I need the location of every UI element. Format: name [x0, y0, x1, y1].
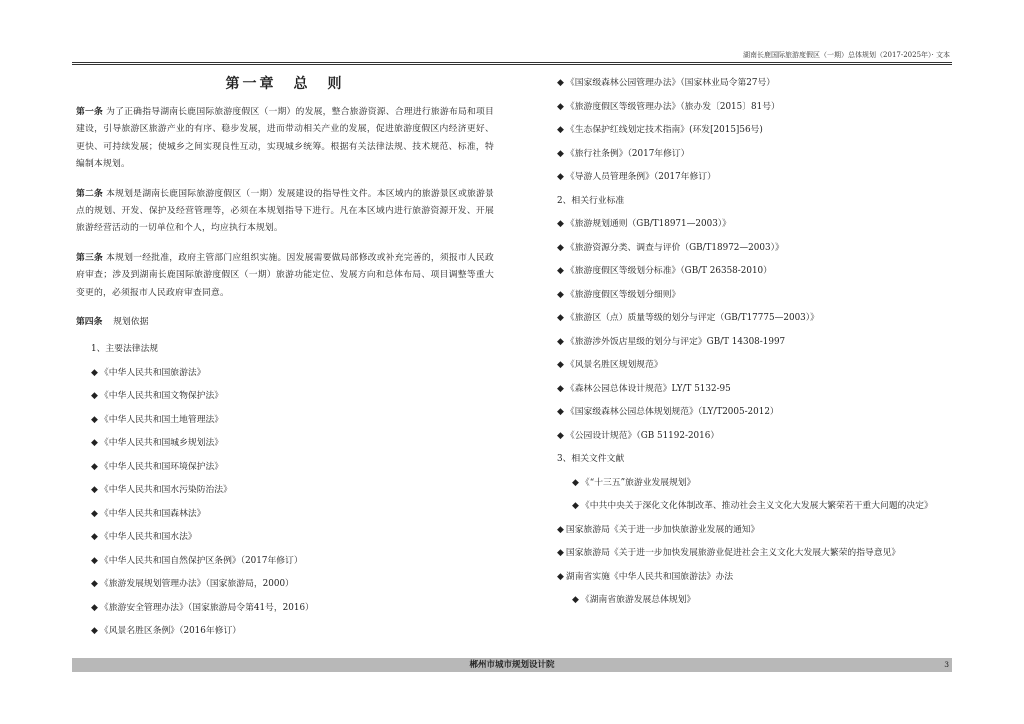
- diamond-bullet-icon: ◆: [557, 313, 564, 323]
- diamond-bullet-icon: ◆: [557, 242, 564, 253]
- list-item-text: 《风景名胜区条例》（2016年修订）: [99, 626, 242, 637]
- law-item: [76, 550, 494, 574]
- law-item: [76, 432, 494, 456]
- article-2-label: 第二条: [76, 188, 104, 199]
- law-item: [76, 409, 494, 433]
- article-3: [76, 250, 494, 302]
- footer-bar: [72, 658, 952, 672]
- list-item-text: 国家旅游局《关于进一步加快旅游业发展的通知》: [565, 524, 760, 535]
- list-item-text: 《中华人民共和国水法》: [99, 532, 197, 543]
- header-rule: [72, 62, 952, 63]
- list-item-text: 《中华人民共和国城乡规划法》: [99, 438, 224, 449]
- article-1: [76, 104, 494, 174]
- right-column: [557, 72, 952, 613]
- article-3-label: 第三条: [76, 252, 104, 263]
- law-item: [557, 166, 952, 190]
- document-item: [557, 495, 952, 519]
- list-item-text: 《国家级森林公园总体规划规范》（LY/T2005-2012）: [565, 407, 779, 417]
- header-rule-secondary: [72, 64, 952, 65]
- diamond-bullet-icon: ◆: [557, 407, 564, 417]
- list-item-text: 湖南省实施《中华人民共和国旅游法》办法: [565, 571, 734, 582]
- law-item: [76, 503, 494, 527]
- law-item: [76, 362, 494, 386]
- diamond-bullet-icon: ◆: [557, 172, 564, 182]
- section-heading-laws: 1、主要法律法规: [91, 344, 159, 355]
- article-4: [76, 314, 494, 330]
- standard-item: [557, 401, 952, 425]
- list-item-text: 《中华人民共和国森林法》: [99, 508, 206, 519]
- standards-list: [557, 213, 952, 448]
- standard-item: [557, 425, 952, 449]
- article-4-label: 第四条: [76, 317, 103, 328]
- chapter-title: 第一章 总 则: [225, 76, 345, 92]
- standard-item: [557, 284, 952, 308]
- law-item: [76, 597, 494, 621]
- law-item: [76, 456, 494, 480]
- diamond-bullet-icon: ◆: [557, 289, 564, 300]
- laws-list-left: [76, 362, 494, 644]
- list-item-text: 《旅游度假区等级管理办法》（旅办发〔2015〕81号）: [565, 101, 780, 112]
- diamond-bullet-icon: ◆: [557, 548, 564, 558]
- document-item: [557, 472, 952, 496]
- list-item-text: 《湖南省旅游发展总体规划》: [580, 595, 696, 605]
- list-item-text: 《中华人民共和国文物保护法》: [99, 391, 224, 402]
- document-item: [557, 566, 952, 590]
- diamond-bullet-icon: ◆: [91, 414, 98, 425]
- section-heading-documents: 3、相关文件文献: [557, 454, 625, 464]
- standard-item: [557, 260, 952, 284]
- list-item-text: 《旅游发展规划管理办法》（国家旅游局，2000）: [99, 579, 294, 590]
- diamond-bullet-icon: ◆: [572, 501, 579, 511]
- diamond-bullet-icon: ◆: [557, 571, 564, 582]
- standard-item: [557, 354, 952, 378]
- list-item-text: 《森林公园总体设计规范》LY/T 5132-95: [565, 383, 731, 394]
- diamond-bullet-icon: ◆: [91, 555, 98, 566]
- document-item: [557, 519, 952, 543]
- list-item-text: 《旅游度假区等级划分细则》: [565, 289, 681, 300]
- standard-item: [557, 331, 952, 355]
- law-item: [76, 620, 494, 644]
- list-item-text: 《中华人民共和国水污染防治法》: [99, 485, 232, 496]
- law-item: [76, 479, 494, 503]
- article-3-text: 本规划一经批准，政府主管部门应组织实施。因发展需要做局部修改或补充完善的，须报市人民政府审查；涉及到湖南长鹿国际旅游度假区（一期）旅游功能定位、发展方向和总体布局、项目调整等重大变更的，必须报市人民政府审查同意。: [76, 252, 495, 298]
- law-item: [557, 143, 952, 167]
- diamond-bullet-icon: ◆: [557, 383, 564, 394]
- list-item-text: 《旅游资源分类、调查与评价（GB/T18972—2003）》: [565, 242, 784, 253]
- list-item-text: 《国家级森林公园管理办法》（国家林业局令第27号）: [565, 78, 776, 88]
- left-column: [76, 72, 494, 644]
- list-item-text: 《中华人民共和国土地管理法》: [99, 414, 224, 425]
- section-heading-standards: 2、相关行业标准: [557, 195, 625, 206]
- standard-item: [557, 213, 952, 237]
- diamond-bullet-icon: ◆: [557, 78, 564, 88]
- article-4-text: 规划依据: [113, 317, 149, 328]
- diamond-bullet-icon: ◆: [91, 602, 98, 613]
- article-2: [76, 186, 494, 238]
- list-item-text: 《旅游涉外饭店星级的划分与评定》GB/T 14308-1997: [565, 336, 786, 347]
- article-1-label: 第一条: [76, 107, 104, 117]
- diamond-bullet-icon: ◆: [91, 626, 98, 637]
- document-item: [557, 542, 952, 566]
- footer-organization: 郴州市城市规划设计院: [469, 660, 555, 670]
- diamond-bullet-icon: ◆: [572, 595, 579, 605]
- diamond-bullet-icon: ◆: [557, 360, 564, 370]
- list-item-text: 《旅游规划通则（GB/T18971—2003）》: [565, 219, 731, 229]
- diamond-bullet-icon: ◆: [91, 532, 98, 543]
- diamond-bullet-icon: ◆: [572, 477, 579, 488]
- law-item: [76, 573, 494, 597]
- list-item-text: 《旅游区（点）质量等级的划分与评定（GB/T17775—2003）》: [565, 313, 819, 323]
- diamond-bullet-icon: ◆: [91, 391, 98, 402]
- standard-item: [557, 378, 952, 402]
- law-item: [557, 119, 952, 143]
- list-item-text: 《导游人员管理条例》（2017年修订）: [565, 172, 716, 182]
- law-item: [76, 526, 494, 550]
- header-title: 湖南长鹿国际旅游度假区（一期）总体规划（2017-2025年）· 文本: [743, 51, 950, 59]
- diamond-bullet-icon: ◆: [557, 148, 564, 159]
- diamond-bullet-icon: ◆: [91, 579, 98, 590]
- standard-item: [557, 237, 952, 261]
- diamond-bullet-icon: ◆: [91, 485, 98, 496]
- diamond-bullet-icon: ◆: [557, 524, 564, 535]
- diamond-bullet-icon: ◆: [91, 438, 98, 449]
- standard-item: [557, 307, 952, 331]
- law-item: [557, 72, 952, 96]
- law-item: [76, 385, 494, 409]
- article-1-text: 为了正确指导湖南长鹿国际旅游度假区（一期）的发展，整合旅游资源、合理进行旅游布局和项目建设，引导旅游区旅游产业的有序、稳步发展，进而带动相关产业的发展，促进旅游度假区内经济更好、更快、可持续发展；使城乡之间实现良性互动，实现城乡统筹。根据有关法律法规、技术规范、标准，特编制本规划。: [76, 107, 495, 170]
- law-item: [557, 96, 952, 120]
- diamond-bullet-icon: ◆: [91, 508, 98, 519]
- list-item-text: 《旅游度假区等级划分标准》（GB/T 26358-2010）: [565, 266, 772, 276]
- diamond-bullet-icon: ◆: [557, 266, 564, 276]
- documents-list: [557, 472, 952, 613]
- diamond-bullet-icon: ◆: [557, 101, 564, 112]
- list-item-text: 《公园设计规范》（GB 51192-2016）: [565, 430, 720, 441]
- page-number: 3: [944, 660, 949, 669]
- article-2-text: 本规划是湖南长鹿国际旅游度假区（一期）发展建设的指导性文件。本区域内的旅游景区或旅游景点的规划、开发、保护及经营管理等，必须在本规划指导下进行。凡在本区域内进行旅游资源开发、开展旅游经营活动的一切单位和个人，均应执行本规划。: [76, 188, 495, 234]
- list-item-text: 《中华人民共和国环境保护法》: [99, 461, 224, 472]
- diamond-bullet-icon: ◆: [557, 430, 564, 441]
- list-item-text: 《旅游安全管理办法》（国家旅游局令第41号，2016）: [99, 602, 314, 613]
- list-item-text: 《旅行社条例》（2017年修订）: [565, 148, 690, 159]
- document-item: [557, 589, 952, 613]
- list-item-text: 《生态保护红线划定技术指南》(环发[2015]56号): [565, 125, 763, 135]
- diamond-bullet-icon: ◆: [557, 219, 564, 229]
- list-item-text: 《中共中央关于深化文化体制改革、推动社会主义文化大发展大繁荣若干重大问题的决定》: [580, 501, 933, 511]
- list-item-text: 《中华人民共和国自然保护区条例》（2017年修订）: [99, 555, 303, 566]
- list-item-text: 《“十三五”旅游业发展规划》: [580, 477, 696, 488]
- diamond-bullet-icon: ◆: [557, 336, 564, 347]
- list-item-text: 《风景名胜区规划规范》: [565, 360, 663, 370]
- diamond-bullet-icon: ◆: [91, 367, 98, 378]
- diamond-bullet-icon: ◆: [91, 461, 98, 472]
- laws-list-right: [557, 72, 952, 190]
- diamond-bullet-icon: ◆: [557, 125, 564, 135]
- list-item-text: 国家旅游局《关于进一步加快发展旅游业促进社会主义文化大发展大繁荣的指导意见》: [565, 548, 901, 558]
- list-item-text: 《中华人民共和国旅游法》: [99, 367, 206, 378]
